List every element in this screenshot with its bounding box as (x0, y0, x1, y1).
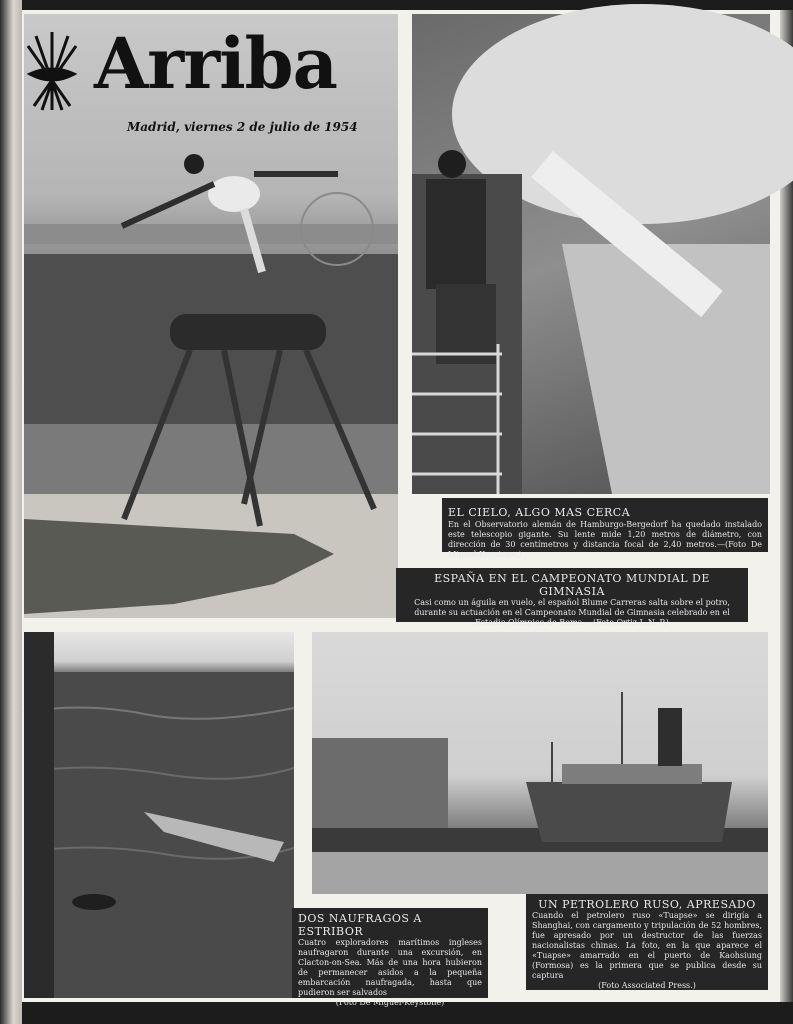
magazine-spine (0, 0, 22, 1024)
shipwreck-illustration (24, 632, 294, 998)
photo-stamp-seal (300, 192, 374, 266)
headline-tanker: UN PETROLERO RUSO, APRESADO (538, 898, 756, 911)
telescope-illustration (412, 14, 770, 494)
headline-shipwreck: DOS NAUFRAGOS A ESTRIBOR (298, 912, 422, 938)
headline-gymnastics: ESPAÑA EN EL CAMPEONATO MUNDIAL DE GIMNASIA (434, 572, 710, 598)
caption-gymnastics (396, 568, 748, 627)
yoke-and-arrows-icon (22, 24, 82, 114)
telescope-photo (412, 14, 770, 494)
tanker-photo (312, 632, 768, 894)
caption-telescope (442, 498, 768, 559)
body-gymnastics: Casi como un águila en vuelo, el español Blume Carreras salta sobre el potro, durante su actuación en el Campeonato Mundial de Gimnasia celebrado en el Estadio Olímpico de Roma.—(Foto Ortiz-I. N. P.) (414, 598, 730, 627)
headline-telescope: EL CIELO, ALGO MAS CERCA (448, 506, 631, 519)
shipwreck-photo (24, 632, 294, 998)
caption-tanker (526, 894, 768, 990)
dateline: Madrid, viernes 2 de julio de 1954 (127, 120, 358, 134)
caption-shipwreck (292, 908, 488, 1007)
body-telescope: En el Observatorio alemán de Hamburgo-Bergedorf ha quedado instalado este telescopio gigante. Su lente mide 1,20 metros de diámetro, con dirección de 30 centímetros y distancia focal de 2,40 metros.—(Foto De Miguel-Keystone.) (448, 520, 762, 559)
body-tanker: Cuando el petrolero ruso «Tuapse» se dirigía a Shanghai, con cargamento y tripulación de 52 hombres, fue apresado por un destructor de las fuerzas nacionalistas chinas. La foto, en la que aparece el «Tuapse» amarrado en el puerto de Kaohsiung (Formosa) es la primera que se publica desde su captura (532, 911, 762, 980)
credit-tanker: (Foto Associated Press.) (598, 981, 696, 990)
newspaper-page (22, 10, 780, 1007)
body-shipwreck: Cuatro exploradores marítimos ingleses naufragaron durante una excursión, en Clacton-on-Sea. Más de una hora hubieron de permanecer asidos a la pequeña embarcación naufragada, hasta que pudieron ser salvados (298, 938, 482, 997)
credit-shipwreck: (Foto De Miguel-Keystone) (335, 998, 445, 1007)
masthead-title: Arriba (94, 22, 337, 105)
tanker-illustration (312, 632, 768, 894)
masthead (22, 16, 392, 134)
